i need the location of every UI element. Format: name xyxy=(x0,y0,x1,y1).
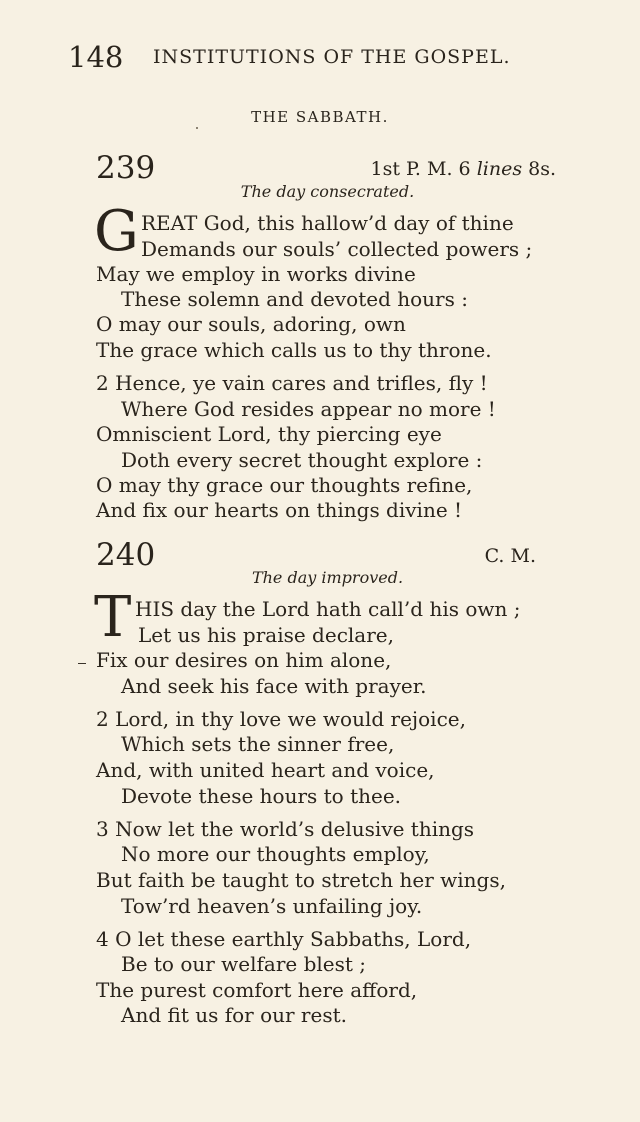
hymn-subtitle: The day consecrated. xyxy=(240,182,415,201)
hymn-line: Demands our souls’ collected powers ; xyxy=(141,237,533,261)
running-head xyxy=(68,40,540,76)
margin-mark xyxy=(78,663,86,664)
hymn-meter: C. M. xyxy=(484,545,536,567)
hymn-line: And fit us for our rest. xyxy=(121,1003,347,1027)
hymn-line: Fix our desires on him alone, xyxy=(96,648,392,672)
hymn-line: Which sets the sinner free, xyxy=(121,732,395,756)
hymn-line: O may our souls, adoring, own xyxy=(96,312,406,336)
drop-cap: G xyxy=(94,199,139,264)
meter-part: 1st P. M. 6 xyxy=(370,158,477,180)
section-title: THE SABBATH. xyxy=(251,108,389,126)
ink-speck xyxy=(196,127,198,129)
meter-part-italic: lines xyxy=(476,158,523,180)
hymn-line: May we employ in works divine xyxy=(96,262,416,286)
hymn-meter xyxy=(370,158,556,180)
hymn-line: No more our thoughts employ, xyxy=(121,842,430,866)
hymn-line: And fix our hearts on things divine ! xyxy=(96,498,463,522)
hymn-line: These solemn and devoted hours : xyxy=(121,287,468,311)
hymn-line: O may thy grace our thoughts refine, xyxy=(96,473,473,497)
hymn-line: The grace which calls us to thy throne. xyxy=(96,338,492,362)
hymn-line: HIS day the Lord hath call’d his own ; xyxy=(135,597,521,621)
hymn-line: And, with united heart and voice, xyxy=(96,758,435,782)
hymn-number: 240 xyxy=(96,537,156,573)
hymn-line: 4 O let these earthly Sabbaths, Lord, xyxy=(96,927,472,951)
hymn-line: And seek his face with prayer. xyxy=(121,674,427,698)
hymn-line: Let us his praise declare, xyxy=(138,623,394,647)
hymn-line: REAT God, this hallow’d day of thine xyxy=(141,211,514,235)
hymn-line: Omniscient Lord, thy piercing eye xyxy=(96,422,442,446)
hymn-line: 2 Lord, in thy love we would rejoice, xyxy=(96,707,466,731)
hymn-line: Doth every secret thought explore : xyxy=(121,448,483,472)
hymn-line: 2 Hence, ye vain cares and trifles, fly ! xyxy=(96,371,488,395)
drop-cap: T xyxy=(94,585,132,650)
hymn-subtitle: The day improved. xyxy=(251,568,404,587)
page-number: 148 xyxy=(68,40,124,74)
hymn-line: Devote these hours to thee. xyxy=(121,784,402,808)
hymn-number: 239 xyxy=(96,150,156,186)
hymn-line: But faith be taught to stretch her wings, xyxy=(96,868,506,892)
running-title: INSTITUTIONS OF THE GOSPEL. xyxy=(153,46,511,68)
meter-part: 8s. xyxy=(522,158,556,180)
hymn-line: Be to our welfare blest ; xyxy=(121,952,367,976)
hymn-line: 3 Now let the world’s delusive things xyxy=(96,817,475,841)
hymn-line: The purest comfort here afford, xyxy=(96,978,418,1002)
hymn-line: Tow’rd heaven’s unfailing joy. xyxy=(121,894,423,918)
hymn-line: Where God resides appear no more ! xyxy=(121,397,496,421)
